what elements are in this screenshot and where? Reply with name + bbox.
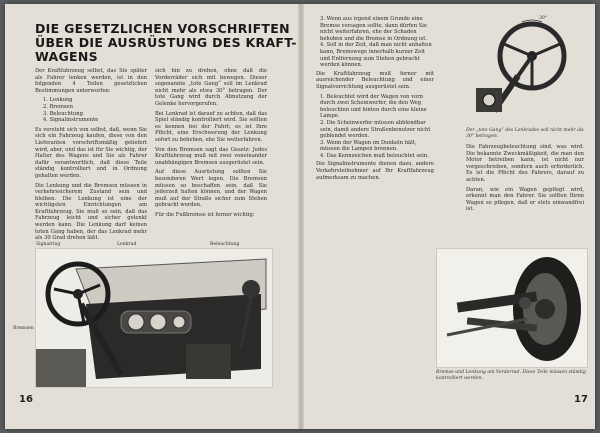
body-paragraph: Es versteht sich von selbst, daß, wenn Sie sich ein Fahrzeug kaufen, diese von den Lieferanten vorschriftsmäßig geliefert wird, aber, und das ist für Sie wichtig, der Halter des Wagens und Sie als Fahrer dafür verantwortlich, daß diese Teile ständig kontrolliert und in Ordnung gehalten werden. [35,126,147,179]
body-paragraph: Auf diese Ausrüstung sollten Sie besonderen Wert legen. Die Bremsen müssen so beschaffen sein, daß Sie jederzeit halten können, und der Wagen muß auf der Straße sicher zum Stehen gebracht werden. [155,169,267,209]
brake-list-item: 3. Wenn aus irgend einem Grunde eine Bremse versagen sollte, dann dürfen Sie nicht weiterfahren, ehe der Schaden behoben und die Bremse in Ordnung ist. [320,16,427,42]
right-column-1 [316,16,434,184]
brake-list [316,16,434,69]
dashboard-caption: Die 4 Teile am Kraftwagen, für deren Instandhaltung Sie besonders verantwortlich sind. [155,360,261,377]
suspension-photo [436,248,588,368]
body-paragraph: Daran, wie ein Wagen gepflegt wird, erkennt man den Fahrer. Sie sollten Ihren Wagen so pflegen, daß er stets einwandfrei ist. [466,186,584,213]
left-column-1 [35,68,147,245]
headline-line-1: DIE GESETZLICHEN VORSCHRIFTEN [35,21,290,36]
headline-line-3: WAGENS [35,49,98,64]
suspension-caption: Bremse und Lenkung am Vorderrad. Diese Teile müssen ständig kontrolliert werden. [436,370,586,381]
parts-list-item: 3. Beleuchtung [43,110,83,117]
lighting-list-item: 1. Beleuchtet wird der Wagen von vorn durch zwei Scheinwerfer, die den Weg beleuchten und hinten durch eine kleine Lampe. [320,93,427,120]
steering-wheel-diagram [466,16,582,126]
article-headline [35,21,297,64]
page-number-right: 17 [574,394,588,405]
body-paragraph: Die Kraftfahrzeug muß ferner mit ausreichender Beleuchtung und einer Signalvorrichtung ausgerüstet sein. [316,70,434,90]
parts-list [35,97,147,123]
body-paragraph: Bei Lenkrad ist darauf zu achten, daß das Spiel ständig kontrolliert wird. Sie sollten es kennen bei der Fahrt; es ist Ihre Pflicht, eine Erschwerung der Lenkung sofort zu beheben, ehe Sie weiterfahren. [155,110,267,143]
body-paragraph: Für die Fußbremse ist ferner wichtig: [155,211,255,218]
body-paragraph: Die Lenkung und die Bremsen müssen in verkehrssicherem Zustand sein und bleiben. Die Lenkung ist eine der wichtigsten Einrichtungen am Kraftfahrzeug. Sie muß so sein, daß das Fahrzeug leicht und sicher gelenkt werden kann. Die Lenkung darf keinen toten Gang haben, der das Lenkrad mehr als 30 Grad drehen läßt. [35,182,147,242]
body-paragraph: Die Signalinstrumente dienen dazu, andere Verkehrsteilnehmer auf Ihr Kraftfahrzeug aufmerksam zu machen. [316,161,434,181]
parts-list-item: 4. Signalinstrumente [43,117,99,124]
body-paragraph: sich hin zu drehen, ohne daß die Vorderräder sich mit bewegen. Dieser sogenannte „tote Gang“ soll im Lenkrad nicht mehr als etwa 30° betragen. Der tote Gang wird durch Abnutzung der Gelenke hervorgerufen. [155,68,267,107]
brake-list-item: 4. Soll in der Zeit, daß man nicht anhalten kann, Bremswege innerhalb kurzer Zeit und Entfernung zum Stehen gebracht werden können. [320,42,432,69]
body-paragraph: Von den Bremsen sagt das Gesetz: Jedes Kraftfahrzeug muß mit zwei voneinander unabhängigen Bremsen ausgerüstet sein. [155,146,267,166]
parts-list-item: 2. Bremsen [43,103,73,110]
suspension-illustration [437,249,587,367]
parts-list-item: 1. Lenkung [43,97,73,104]
lighting-list-item: 3. Wenn der Wagen im Dunkeln hält, müssen die Lampen brennen. [320,139,417,153]
figure-label-lenkrad: Lenkrad [117,242,137,247]
steering-angle-figure [466,16,582,126]
steering-caption: Der „tote Gang“ des Lenkrades soll nicht mehr als 30° betragen. [466,128,584,139]
angle-label: 30° [539,16,548,21]
lighting-list-item: 2. Die Scheinwerfer müssen abblendbar sein, damit andere Straßenbenutzer nicht geblendet werden. [320,119,431,140]
figure-label-beleuchtung: Beleuchtung [210,242,240,247]
left-page [5,4,298,429]
right-page [304,4,595,429]
figure-label-bremsen: Bremsen [13,326,34,331]
left-column-2 [155,68,267,221]
headline-line-2: ÜBER DIE AUSRÜSTUNG DES KRAFT- [35,35,297,50]
lighting-list-item: 4. Das Kennzeichen muß beleuchtet sein. [320,152,429,159]
page-number-left: 16 [19,394,33,405]
lighting-list [316,94,434,160]
right-column-2 [466,144,584,216]
magazine-spread [5,4,595,429]
body-paragraph: Die Fahrzeugbeleuchtung sind, was wird. Die bekannte Zweckmäßigkeit, die man den Motor betreiben kann, ist nicht nur vorgeschrieben, sondern auch erforderlich. Es ist die Pflicht des Fahrers, darauf zu achten. [466,144,584,183]
figure-label-signalring: Signalring [36,242,61,247]
intro-paragraph: Der Kraftfahrzeug selbst, das Sie später als Fahrer lenken werden, ist in den folgenden 4 Teilen gesetzlichen Bestimmungen unterworfen: [35,68,147,94]
